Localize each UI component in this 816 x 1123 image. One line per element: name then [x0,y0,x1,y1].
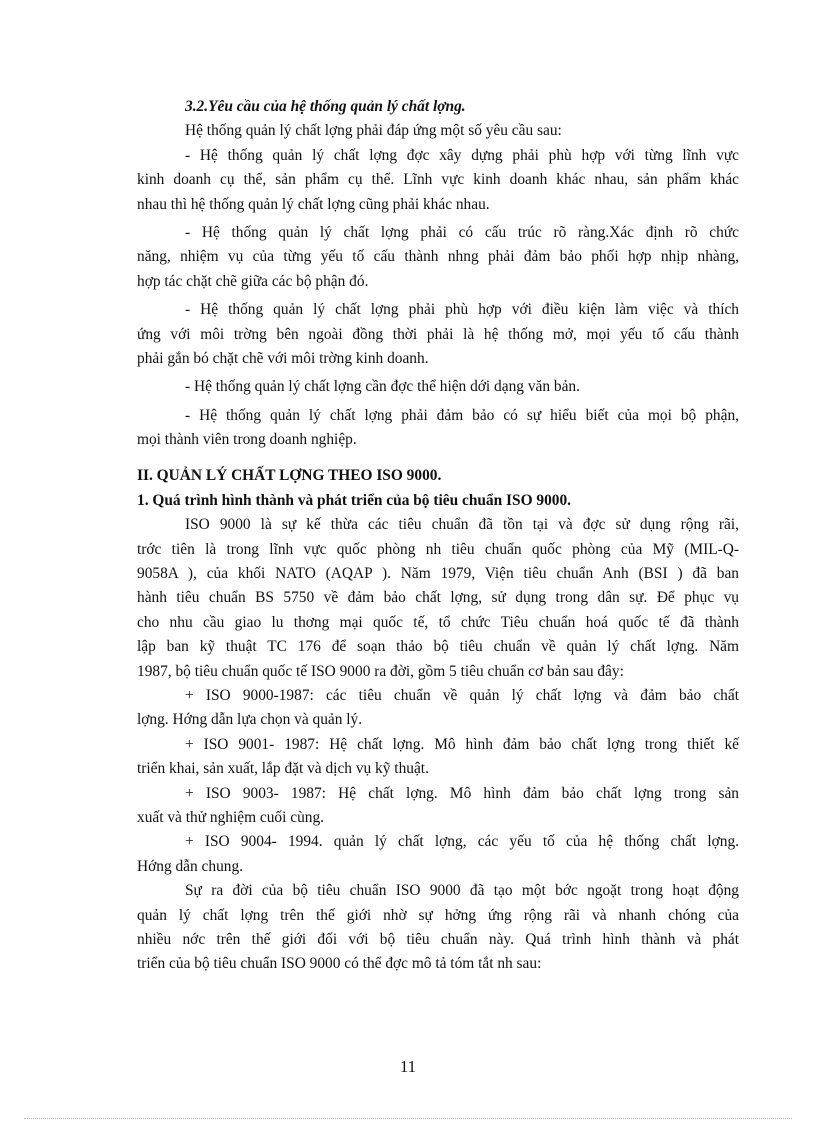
text-line: mọi thành viên trong doanh nghiệp. [137,431,357,449]
history-paragraph [137,513,739,684]
text-line: + ISO 9000-1987: các tiêu chuẩn về quản lý chất lợng và đảm bảo chất [185,686,739,704]
text-line: kinh doanh cụ thể, sản phẩm cụ thể. Lĩnh vực kinh doanh khác nhau, sản phẩm khác [137,171,739,189]
text-line: nhau thì hệ thống quản lý chất lợng cũng phải khác nhau. [137,195,490,213]
text-line: cho nhu cầu giao lu thơng mại quốc tế, tổ chức Tiêu chuẩn hoá quốc tế đã thành [137,613,739,631]
requirement-item [137,404,739,453]
text-line: xuất và thử nghiệm cuối cùng. [137,808,325,826]
text-line: nhiều nớc trên thế giới đối với bộ tiêu chuẩn này. Quá trình hình thành và phát [137,930,739,948]
text-line: triển của bộ tiêu chuẩn ISO 9000 có thể đợc mô tả tóm tắt nh sau: [137,955,542,973]
text-line: hợp tác chặt chẽ giữa các bộ phận đó. [137,272,369,290]
text-line: 9058A ), của khối NATO (AQAP ). Năm 1979, Viện tiêu chuẩn Anh (BSI ) đã ban [137,565,739,583]
text-line: - Hệ thống quản lý chất lợng phải phù hợp với điều kiện làm việc và thích [185,301,739,319]
requirement-item [137,298,739,371]
text-line: Sự ra đời của bộ tiêu chuẩn ISO 9000 đã tạo một bớc ngoặt trong hoạt động [185,882,739,900]
text-line: - Hệ thống quản lý chất lợng phải đảm bảo có sự hiểu biết của mọi bộ phận, [185,406,739,424]
standard-item [137,782,739,831]
page-number: 11 [399,1057,417,1076]
text-line: Hớng dẫn chung. [137,857,244,875]
standard-item [137,830,739,879]
text-line: năng, nhiệm vụ của từng yếu tố cấu thành nhng phải đảm bảo phối hợp nhịp nhàng, [137,248,739,266]
text-line: + ISO 9003- 1987: Hệ chất lợng. Mô hình đảm bảo chất lợng trong sản [185,784,739,802]
text-line: + ISO 9001- 1987: Hệ chất lợng. Mô hình đảm bảo chất lợng trong thiết kế [185,735,739,753]
section-heading-3-2: 3.2.Yêu cầu của hệ thống quản lý chất lợng. [185,98,466,115]
requirement-item [137,144,739,217]
document-page [137,95,739,977]
text-line: - Hệ thống quản lý chất lợng cần đợc thể hiện dới dạng văn bản. [185,378,580,396]
text-line: hành tiêu chuẩn BS 5750 về đảm bảo chất lợng, sử dụng trong dân sự. Để phục vụ [137,589,739,607]
text-line: ứng với môi trờng bên ngoài đồng thời phải là hệ thống mở, mọi yếu tố cấu thành [137,325,739,343]
text-line: trớc tiên là trong lĩnh vực quốc phòng nh tiêu chuẩn quốc phòng của Mỹ (MIL-Q- [137,540,739,558]
impact-paragraph [137,879,739,977]
text-line: - Hệ thống quản lý chất lợng phải có cấu trúc rõ ràng.Xác định rõ chức [185,223,739,241]
section-intro: Hệ thống quản lý chất lợng phải đáp ứng một số yêu cầu sau: [185,122,562,140]
requirement-item [137,221,739,294]
text-line: 1987, bộ tiêu chuẩn quốc tế ISO 9000 ra đời, gồm 5 tiêu chuẩn cơ bản sau đây: [137,662,624,680]
requirement-item [137,375,739,399]
section-heading-II: II. QUẢN LÝ CHẤT LỢNG THEO ISO 9000. [137,467,442,485]
text-line: + ISO 9004- 1994. quản lý chất lợng, các yếu tố của hệ thống chất lợng. [185,833,739,851]
text-line: quản lý chất lợng trên thế giới nhờ sự hởng ứng rộng rãi và nhanh chóng của [137,906,739,924]
text-line: lợng. Hớng dẫn lựa chọn và quản lý. [137,711,363,729]
standard-item [137,684,739,733]
page-bottom-rule [24,1118,792,1119]
text-line: lập ban kỹ thuật TC 176 để soạn thảo bộ tiêu chuẩn về quản lý chất lợng. Năm [137,638,739,656]
text-line: ISO 9000 là sự kế thừa các tiêu chuẩn đã tồn tại và đợc sử dụng rộng rãi, [185,516,739,534]
subsection-heading-1: 1. Quá trình hình thành và phát triển của bộ tiêu chuẩn ISO 9000. [137,491,572,509]
text-line: triển khai, sản xuất, lắp đặt và dịch vụ kỹ thuật. [137,760,429,778]
text-line: - Hệ thống quản lý chất lợng đợc xây dựng phải phù hợp với từng lĩnh vực [185,146,739,164]
standard-item [137,733,739,782]
text-line: phải gắn bó chặt chẽ với môi trờng kinh doanh. [137,349,429,367]
